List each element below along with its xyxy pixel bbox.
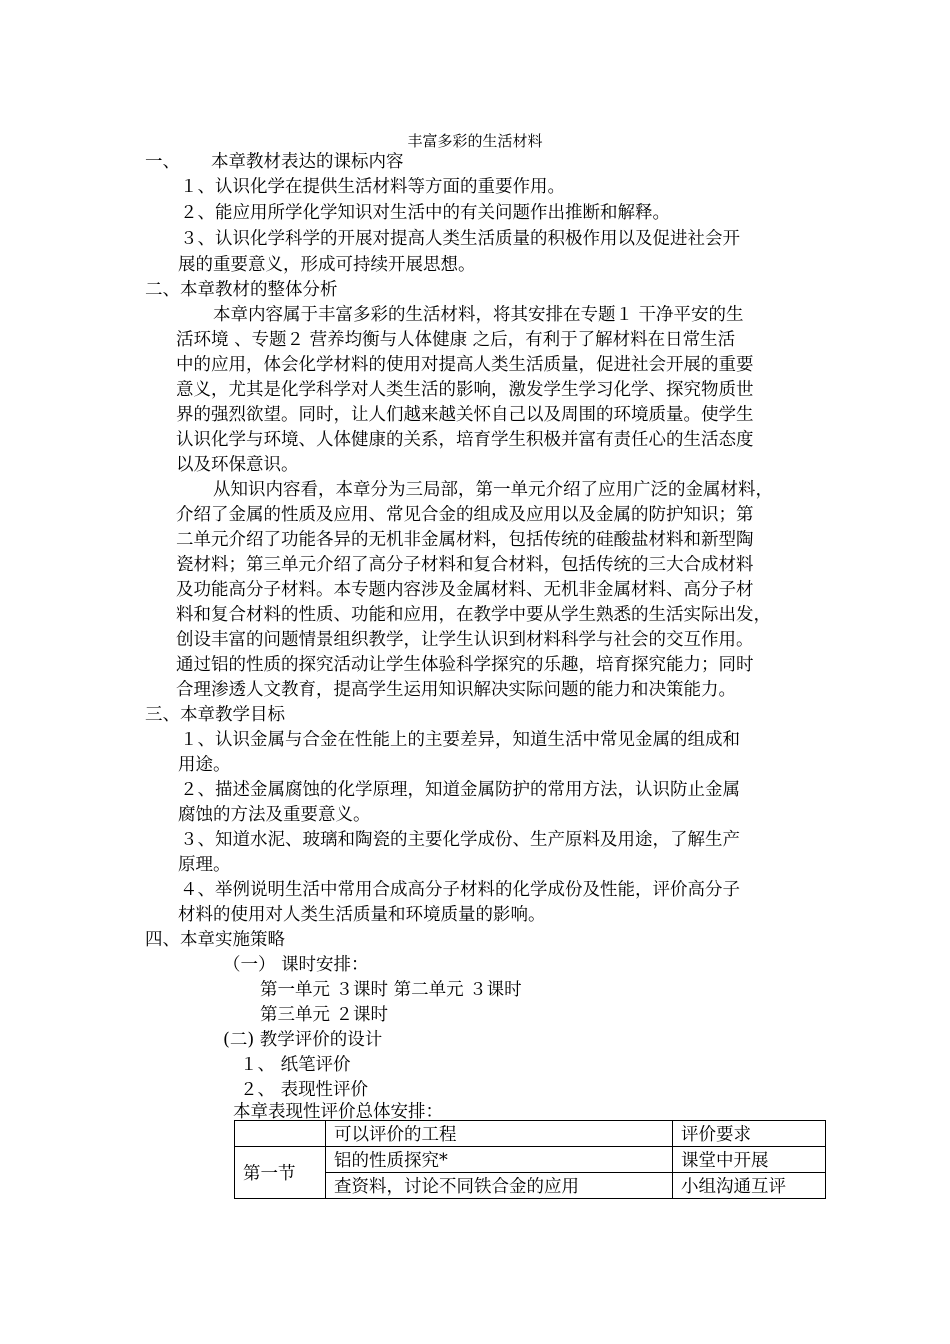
paragraph-line: 本章内容属于丰富多彩的生活材料，将其安排在专题１ 干净平安的生 bbox=[213, 305, 744, 325]
paragraph-line: 界的强烈欲望。同时，让人们越来越关怀自己以及周围的环境质量。使学生 bbox=[176, 405, 754, 425]
table-cell: 课堂中开展 bbox=[673, 1147, 826, 1173]
section-3-item: ３、知道水泥、玻璃和陶瓷的主要化学成份、生产原料及用途，了解生产 bbox=[180, 830, 740, 850]
table-cell: 铝的性质探究* bbox=[326, 1147, 673, 1173]
section-1-item: １、认识化学在提供生活材料等方面的重要作用。 bbox=[180, 177, 565, 197]
section-2-heading: 二、本章教材的整体分析 bbox=[145, 280, 338, 300]
paragraph-line: 创设丰富的问题情景组织教学，让学生认识到材料科学与社会的交互作用。 bbox=[176, 630, 754, 650]
section-1-item: ３、认识化学科学的开展对提高人类生活质量的积极作用以及促进社会开 bbox=[180, 229, 740, 249]
section-3-item: ４、举例说明生活中常用合成高分子材料的化学成份及性能，评价高分子 bbox=[180, 880, 740, 900]
paragraph-line: 认识化学与环境、人体健康的关系，培育学生积极并富有责任心的生活态度 bbox=[176, 430, 754, 450]
paragraph-line: 以及环保意识。 bbox=[176, 455, 299, 475]
paragraph-line: 料和复合材料的性质、功能和应用，在教学中要从学生熟悉的生活实际出发， bbox=[176, 605, 771, 625]
section-3-item: 原理。 bbox=[178, 855, 231, 875]
section-cell: 第一节 bbox=[235, 1147, 326, 1199]
section-1-heading: 本章教材表达的课标内容 bbox=[211, 152, 404, 172]
schedule-row: 第三单元 ２课时 bbox=[260, 1005, 389, 1025]
subsection-schedule: （一） 课时安排： bbox=[223, 955, 369, 975]
section-3-item: 用途。 bbox=[178, 755, 231, 775]
evaluation-table bbox=[234, 1120, 826, 1199]
table-cell: 小组沟通互评 bbox=[673, 1173, 826, 1199]
table-cell: 查资料，讨论不同铁合金的应用 bbox=[326, 1173, 673, 1199]
header-cell: 评价要求 bbox=[673, 1121, 826, 1147]
subsection-evaluation: (二) 教学评价的设计 bbox=[223, 1030, 383, 1050]
paragraph-line: 意义，尤其是化学科学对人类生活的影响，激发学生学习化学、探究物质世 bbox=[176, 380, 754, 400]
paragraph-line: 瓷材料；第三单元介绍了高分子材料和复合材料，包括传统的三大合成材料 bbox=[176, 555, 754, 575]
paragraph-line: 通过铝的性质的探究活动让学生体验科学探究的乐趣，培育探究能力；同时 bbox=[176, 655, 754, 675]
table-row bbox=[235, 1147, 826, 1173]
schedule-row: 第一单元 ３课时 第二单元 ３课时 bbox=[260, 980, 522, 1000]
section-3-item: １、认识金属与合金在性能上的主要差异，知道生活中常见金属的组成和 bbox=[180, 730, 740, 750]
section-4-heading: 四、本章实施策略 bbox=[145, 930, 285, 950]
section-3-item: 腐蚀的方法及重要意义。 bbox=[178, 805, 371, 825]
section-3-item: 材料的使用对人类生活质量和环境质量的影响。 bbox=[178, 905, 546, 925]
paragraph-line: 二单元介绍了功能各异的无机非金属材料，包括传统的硅酸盐材料和新型陶 bbox=[176, 530, 754, 550]
document-title: 丰富多彩的生活材料 bbox=[407, 132, 543, 150]
paragraph-line: 中的应用，体会化学材料的使用对提高人类生活质量，促进社会开展的重要 bbox=[176, 355, 754, 375]
paragraph-line: 及功能高分子材料。本专题内容涉及金属材料、无机非金属材料、高分子材 bbox=[176, 580, 754, 600]
section-3-heading: 三、本章教学目标 bbox=[145, 705, 285, 725]
section-3-item: ２、描述金属腐蚀的化学原理，知道金属防护的常用方法，认识防止金属 bbox=[180, 780, 740, 800]
section-1-number: 一、 bbox=[145, 152, 180, 172]
paragraph-line: 合理渗透人文教育，提高学生运用知识解决实际问题的能力和决策能力。 bbox=[176, 680, 736, 700]
paragraph-line: 活环境 、专题２ 营养均衡与人体健康 之后，有利于了解材料在日常生活 bbox=[176, 330, 736, 350]
evaluation-item: ２、 表现性评价 bbox=[240, 1080, 369, 1100]
section-1-item: 展的重要意义，形成可持续开展思想。 bbox=[178, 255, 476, 275]
table-header-row bbox=[235, 1121, 826, 1147]
header-cell bbox=[235, 1121, 326, 1147]
paragraph-line: 介绍了金属的性质及应用、常见合金的组成及应用以及金属的防护知识；第 bbox=[176, 505, 754, 525]
section-1-item: ２、能应用所学化学知识对生活中的有关问题作出推断和解释。 bbox=[180, 203, 670, 223]
table-intro: 本章表现性评价总体安排： bbox=[233, 1102, 443, 1122]
header-cell: 可以评价的工程 bbox=[326, 1121, 673, 1147]
evaluation-item: １、 纸笔评价 bbox=[240, 1055, 351, 1075]
paragraph-line: 从知识内容看，本章分为三局部，第一单元介绍了应用广泛的金属材料， bbox=[213, 480, 773, 500]
